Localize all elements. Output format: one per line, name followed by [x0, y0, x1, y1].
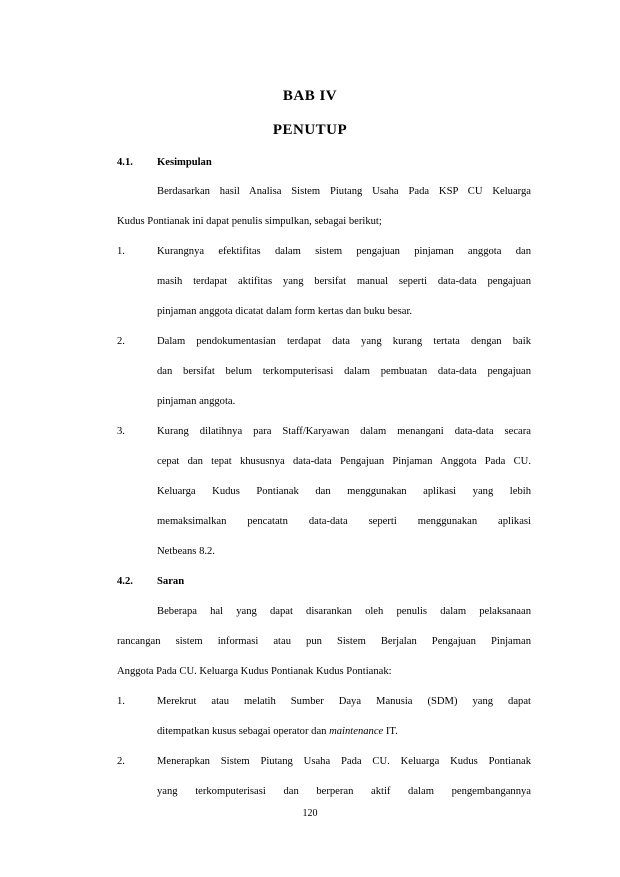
list-item-number: 3.: [117, 426, 125, 437]
list-item-line: dan bersifat belum terkomputerisasi dalam pembuatan data-data pengajuan: [157, 366, 531, 377]
section-number: 4.1.: [117, 157, 133, 168]
list-item-line: [157, 725, 398, 738]
section-title: Saran: [157, 576, 185, 587]
list-item-line: memaksimalkan pencatatn data-data seperti menggunakan aplikasi: [157, 516, 531, 527]
list-item-line: yang terkomputerisasi dan berperan aktif dalam pengembangannya: [157, 786, 531, 797]
list-item-number: 1.: [117, 696, 125, 707]
list-item-number: 2.: [117, 336, 125, 347]
page-number: 120: [302, 808, 318, 819]
list-item-line: Keluarga Kudus Pontianak dan menggunakan aplikasi yang lebih: [157, 486, 531, 497]
chapter-label: BAB IV: [282, 88, 338, 104]
paragraph-line: Berdasarkan hasil Analisa Sistem Piutang Usaha Pada KSP CU Keluarga: [157, 186, 531, 197]
paragraph-line: Beberapa hal yang dapat disarankan oleh penulis dalam pelaksanaan: [157, 606, 531, 617]
paragraph-line: Anggota Pada CU. Keluarga Kudus Pontianak Kudus Pontianak:: [117, 666, 392, 677]
list-item-line: pinjaman anggota dicatat dalam form kertas dan buku besar.: [157, 306, 413, 317]
paragraph-line: Kudus Pontianak ini dapat penulis simpulkan, sebagai berikut;: [117, 216, 382, 227]
list-item-line: Kurangnya efektifitas dalam sistem pengajuan pinjaman anggota dan: [157, 246, 531, 257]
section-number: 4.2.: [117, 576, 133, 587]
list-item-number: 2.: [117, 756, 125, 767]
list-item-line: Dalam pendokumentasian terdapat data yang kurang tertata dengan baik: [157, 336, 531, 347]
text-run: IT.: [383, 726, 398, 737]
italic-term: maintenance: [329, 726, 384, 737]
list-item-line: cepat dan tepat khususnya data-data Pengajuan Pinjaman Anggota Pada CU.: [157, 456, 531, 467]
list-item-line: Menerapkan Sistem Piutang Usaha Pada CU. Keluarga Kudus Pontianak: [157, 756, 531, 767]
text-run: ditempatkan kusus sebagai operator dan: [157, 726, 330, 737]
list-item-line: Kurang dilatihnya para Staff/Karyawan dalam menangani data-data secara: [157, 426, 531, 437]
list-item-line: Netbeans 8.2.: [157, 546, 215, 557]
chapter-title: PENUTUP: [272, 122, 348, 138]
list-item-line: pinjaman anggota.: [157, 396, 236, 407]
section-title: Kesimpulan: [157, 157, 212, 168]
list-item-line: masih terdapat aktifitas yang bersifat manual seperti data-data pengajuan: [157, 276, 531, 287]
paragraph-line: rancangan sistem informasi atau pun Sistem Berjalan Pengajuan Pinjaman: [117, 636, 531, 647]
list-item-line: Merekrut atau melatih Sumber Daya Manusia (SDM) yang dapat: [157, 696, 531, 707]
list-item-number: 1.: [117, 246, 125, 257]
